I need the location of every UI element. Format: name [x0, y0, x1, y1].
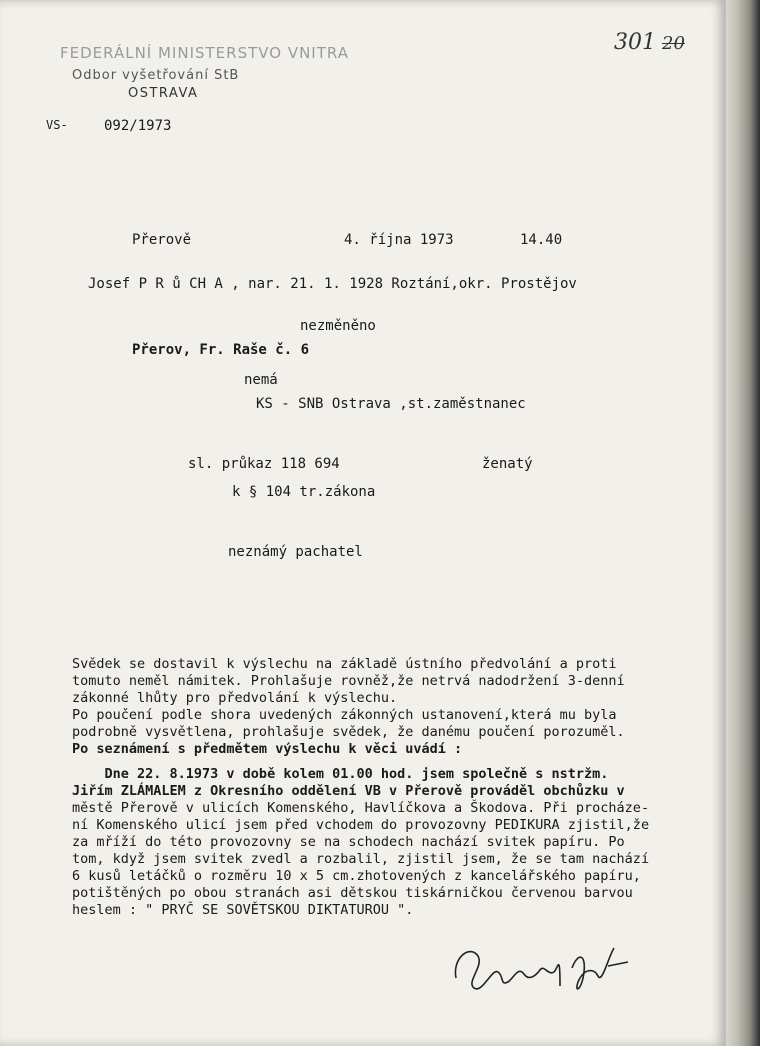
testimony-line: za mříží do této provozovny se na schodech nachází svitek papíru. Po — [72, 834, 625, 850]
testimony-line: městě Přerově v ulicích Komenského, Havlíčkova a Škodova. Při procháze- — [72, 800, 650, 816]
witness-field-none: nemá — [244, 372, 278, 388]
testimony-text — [72, 656, 712, 919]
witness-address: Přerov, Fr. Raše č. 6 — [132, 342, 310, 358]
testimony-line: zákonné lhůty pro předvolání k výslechu. — [72, 690, 398, 706]
testimony-line: Po poučení podle shora uvedených zákonných ustanovení,která mu byla — [72, 707, 617, 723]
witness-signature — [448, 938, 638, 998]
witness-marital-status: ženatý — [482, 456, 533, 472]
testimony-line: ní Komenského ulicí jsem před vchodem do provozovny PEDIKURA zjistil,že — [72, 817, 650, 833]
page-number-current: 301 — [614, 30, 656, 55]
testimony-line: Po seznámení s předmětem výslechu k věci uvádí : — [72, 741, 463, 757]
witness-employer: KS - SNB Ostrava ,st.zaměstnanec — [256, 396, 526, 412]
witness-identity: Josef P R ů CH A , nar. 21. 1. 1928 Roztání,okr. Prostějov — [88, 276, 577, 292]
testimony-line: Svědek se dostavil k výslechu na základě ústního předvolání a proti — [72, 656, 617, 672]
testimony-line: Jiřím ZLÁMALEM z Okresního oddělení VB v Přerově prováděl obchůzku v — [72, 783, 625, 799]
testimony-line: podrobně vysvětlena, prohlašuje svědek, že danému poučení porozuměl. — [72, 724, 625, 740]
vs-prefix: VS- — [46, 118, 68, 132]
page-number — [614, 30, 685, 55]
testimony-line: Dne 22. 8.1973 v době kolem 01.00 hod. jsem společně s nstržm. — [72, 766, 609, 782]
testimony-line: heslem : " PRYČ SE SOVĚTSKOU DIKTATUROU ". — [72, 902, 414, 918]
perpetrator: neznámý pachatel — [228, 544, 363, 560]
legal-paragraph: k § 104 tr.zákona — [232, 484, 376, 500]
page-edge-shadow — [726, 0, 760, 1046]
reference-number: 092/1973 — [104, 118, 172, 134]
witness-name-change: nezměněno — [300, 318, 376, 334]
record-time: 14.40 — [520, 232, 563, 248]
page-number-old: 20 — [662, 33, 685, 54]
witness-id-card: sl. průkaz 118 694 — [188, 456, 340, 472]
testimony-line: tom, když jsem svitek zvedl a rozbalil, zjistil jsem, že se tam nachází — [72, 851, 650, 867]
record-date: 4. října 1973 — [344, 232, 454, 248]
testimony-line: potištěných po obou stranách asi dětskou tiskárničkou červenou barvou — [72, 885, 633, 901]
city-stamp: OSTRAVA — [128, 86, 199, 101]
department-stamp: Odbor vyšetřování StB — [72, 68, 240, 83]
testimony-line: 6 kusů letáčků o rozměru 10 x 5 cm.zhotovených z kancelářského papíru, — [72, 868, 641, 884]
ministry-stamp: FEDERÁLNÍ MINISTERSTVO VNITRA — [60, 44, 349, 62]
record-place: Přerově — [132, 232, 192, 248]
testimony-line: tomuto neměl námitek. Prohlašuje rovněž,že netrvá nadodržení 3-denní — [72, 673, 625, 689]
